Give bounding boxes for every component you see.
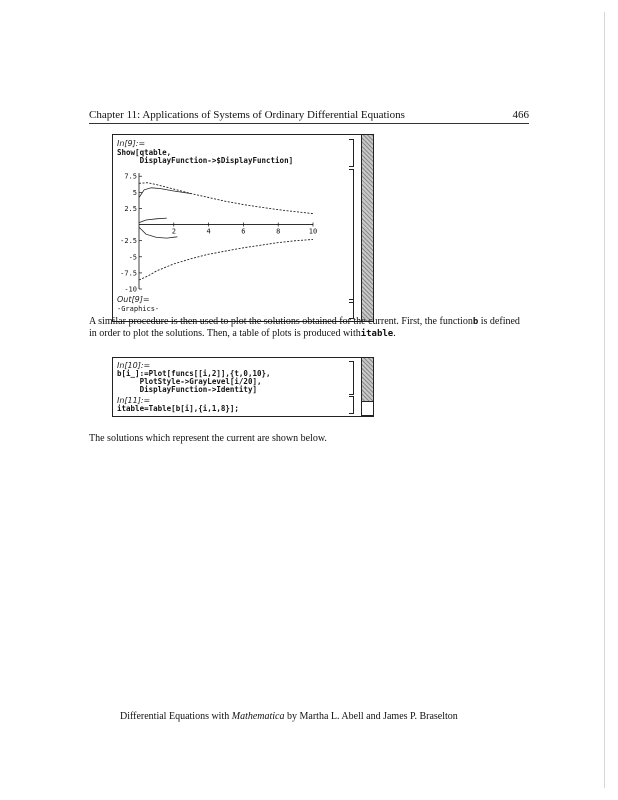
scan-edge-line [604,12,605,788]
cell-bracket[interactable] [349,361,354,395]
graphics-output: -Graphics- [117,305,160,313]
x-tick-label: 4 [206,227,211,236]
series-line-upper-dashed [139,183,313,214]
notebook-window-2 [112,357,374,417]
paragraph-text: is defined in order to plot the solutions. Then, a table of plots is produced with [89,316,520,339]
y-tick-label: -7.5 [120,269,137,278]
input-label-10: In[10]:= [117,361,151,370]
page-footer [120,711,520,723]
series-line-upper-solid [139,188,191,198]
y-tick-label: 5 [132,188,137,197]
cell-bracket[interactable] [349,139,354,167]
y-tick-label: -5 [128,253,137,262]
code-line[interactable]: itable=Table[b[i],{i,1,8}]; [117,404,239,413]
cell-bracket[interactable] [349,169,354,303]
footer-italic-title: Mathematica [231,711,285,722]
x-tick-label: 6 [241,227,246,236]
notebook-window-1 [112,134,374,322]
output-label-9: Out[9]= [117,295,150,304]
paragraph-2 [89,433,529,445]
code-line[interactable]: DisplayFunction->$DisplayFunction] [117,156,294,165]
series-line-middle-solid [139,218,167,223]
paragraph-text: A similar procedure is then used to plot the solutions obtained for the current. First, the function [89,316,473,327]
paragraph-text: . [393,328,396,339]
notebook-scrollbar-1[interactable] [361,135,373,321]
code-line[interactable]: DisplayFunction->Identity] [117,385,257,394]
input-label-11: In[11]:= [117,396,151,405]
code-line[interactable]: Show[qtable, [117,148,172,157]
code-line[interactable]: PlotStyle->GrayLevel[i/20], [117,377,262,386]
solution-plot [113,167,323,295]
code-line[interactable]: b[i_]:=Plot[funcs[[i,2]],{t,0,10}, [117,369,271,378]
paragraph-1 [89,316,529,340]
y-tick-label: 7.5 [124,172,137,181]
y-tick-label: -10 [124,285,137,294]
x-tick-label: 2 [171,227,176,236]
chapter-title: Chapter 11: Applications of Systems of Ordinary Differential Equations [89,109,405,121]
cell-bracket[interactable] [349,396,354,414]
header-rule [89,123,529,124]
footer-text: by Martha L. Abell and James P. Braselton [284,711,458,722]
inline-code-itable: itable [360,329,394,339]
page-header [89,108,529,122]
footer-text: Differential Equations with [120,711,232,722]
notebook-scrollbar-2[interactable] [361,358,373,416]
inline-code-b: b [472,317,479,327]
y-tick-label: 2.5 [124,204,137,213]
paragraph-text: The solutions which represent the current are shown below. [89,433,327,444]
x-tick-label: 10 [308,227,318,236]
page-number: 466 [512,109,529,121]
scrollbar-thumb[interactable] [362,401,373,416]
series-line-lower-dashed [139,239,313,280]
y-tick-label: -2.5 [120,237,137,246]
input-label-9: In[9]:= [117,139,146,148]
x-tick-label: 8 [276,227,281,236]
